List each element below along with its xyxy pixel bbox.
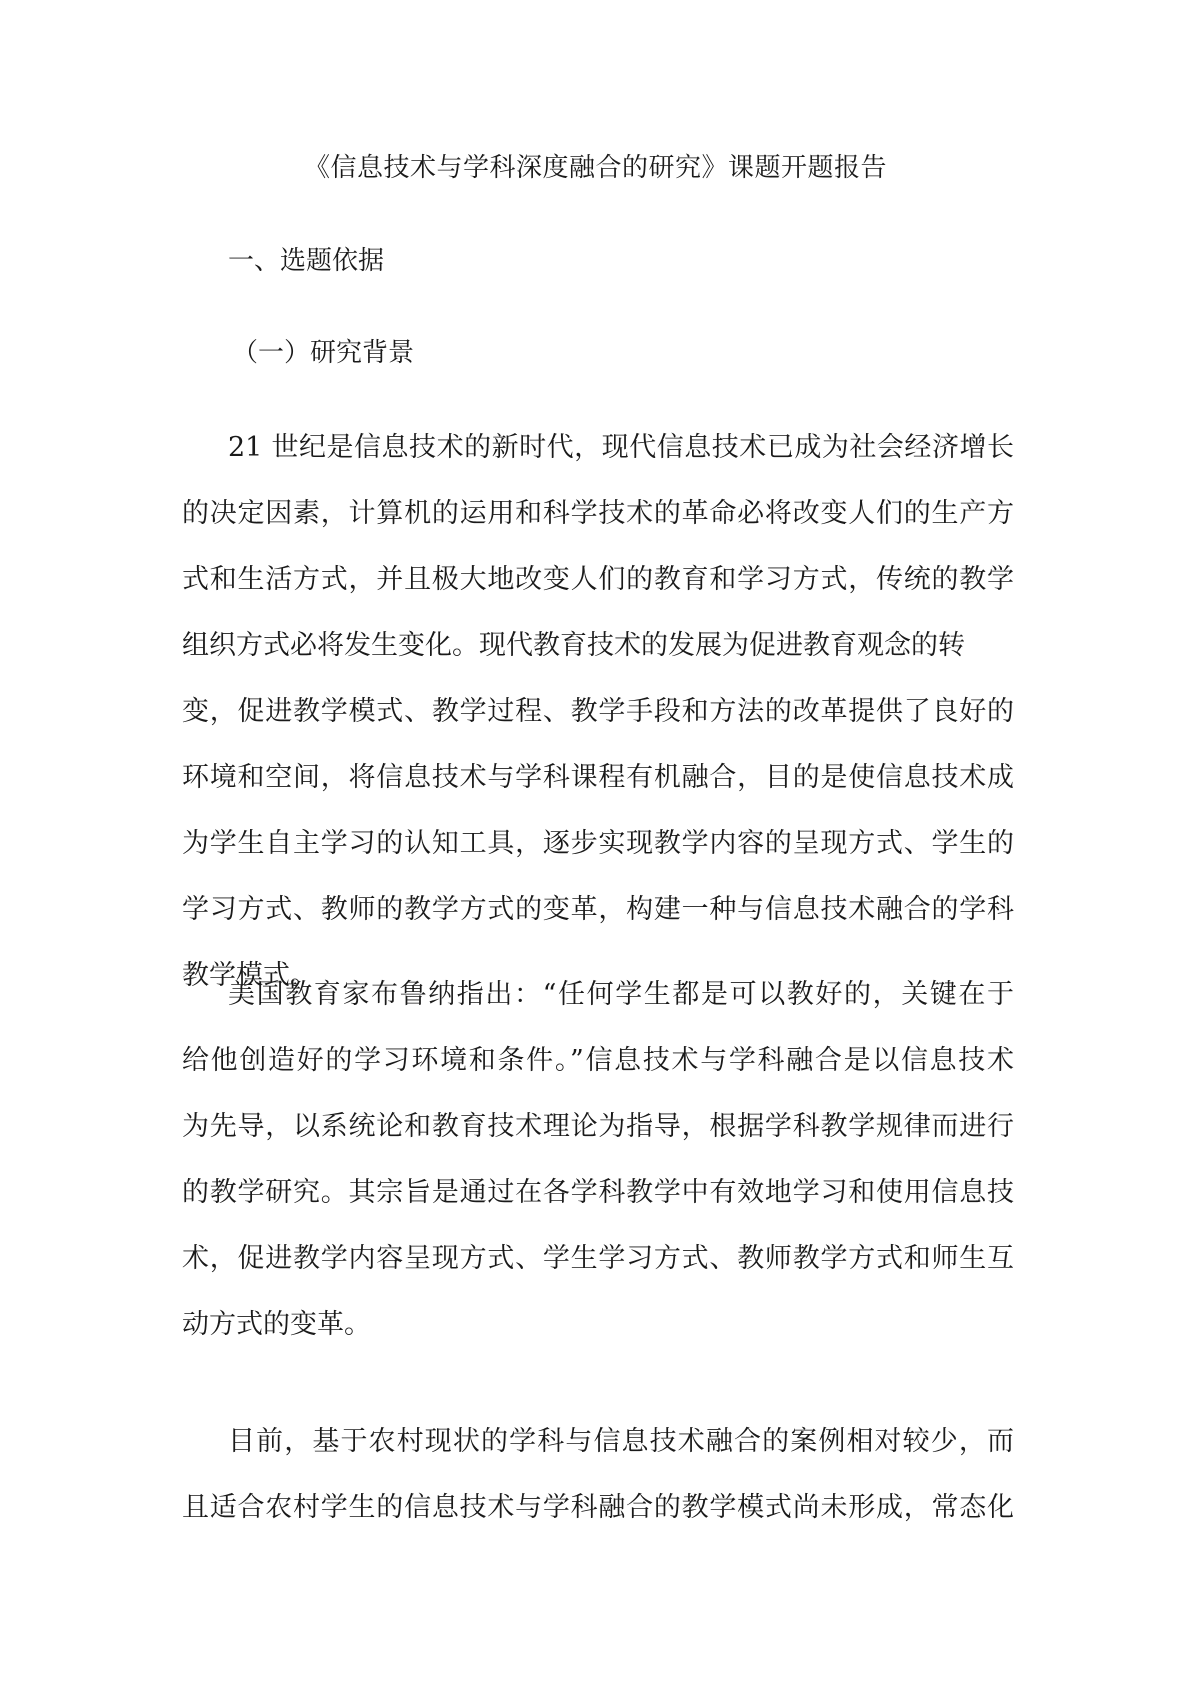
paragraph-line: 学习方式、教师的教学方式的变革，构建一种与信息技术融合的学科: [182, 894, 1014, 925]
paragraph-line: 给他创造好的学习环境和条件。”信息技术与学科融合是以信息技术: [182, 1045, 1014, 1076]
paragraph-background-2: [182, 962, 1014, 1358]
paragraph-line: 为学生自主学习的认知工具，逐步实现教学内容的呈现方式、学生的: [182, 828, 1014, 859]
paragraph-line: 且适合农村学生的信息技术与学科融合的教学模式尚未形成，常态化: [182, 1492, 1014, 1523]
paragraph-line: 动方式的变革。: [182, 1309, 371, 1340]
paragraph-line: 目前，基于农村现状的学科与信息技术融合的案例相对较少，而: [228, 1426, 1014, 1457]
paragraph-line: 的教学研究。其宗旨是通过在各学科教学中有效地学习和使用信息技: [182, 1177, 1014, 1208]
paragraph-background-1: [182, 415, 1014, 1009]
paragraph-line: 21 世纪是信息技术的新时代，现代信息技术已成为社会经济增长: [228, 432, 1014, 463]
paragraph-line: 教学模式。: [182, 960, 317, 991]
paragraph-line: 美国教育家布鲁纳指出：“任何学生都是可以教好的，关键在于: [228, 979, 1014, 1010]
document-title: 《信息技术与学科深度融合的研究》课题开题报告: [303, 153, 887, 183]
paragraph-background-3: [182, 1409, 1014, 1541]
section-heading: 一、选题依据: [228, 246, 385, 276]
paragraph-line: 为先导，以系统论和教育技术理论为指导，根据学科教学规律而进行: [182, 1111, 1014, 1142]
paragraph-line: 的决定因素，计算机的运用和科学技术的革命必将改变人们的生产方: [182, 498, 1014, 529]
paragraph-line: 环境和空间，将信息技术与学科课程有机融合，目的是使信息技术成: [182, 762, 1014, 793]
paragraph-line: 组织方式必将发生变化。现代教育技术的发展为促进教育观念的转: [182, 630, 965, 661]
paragraph-line: 式和生活方式，并且极大地改变人们的教育和学习方式，传统的教学: [182, 564, 1014, 595]
paragraph-line: 变，促进教学模式、教学过程、教学手段和方法的改革提供了良好的: [182, 696, 1014, 727]
paragraph-line: 术，促进教学内容呈现方式、学生学习方式、教师教学方式和师生互: [182, 1243, 1014, 1274]
subsection-heading: （一）研究背景: [232, 338, 415, 368]
